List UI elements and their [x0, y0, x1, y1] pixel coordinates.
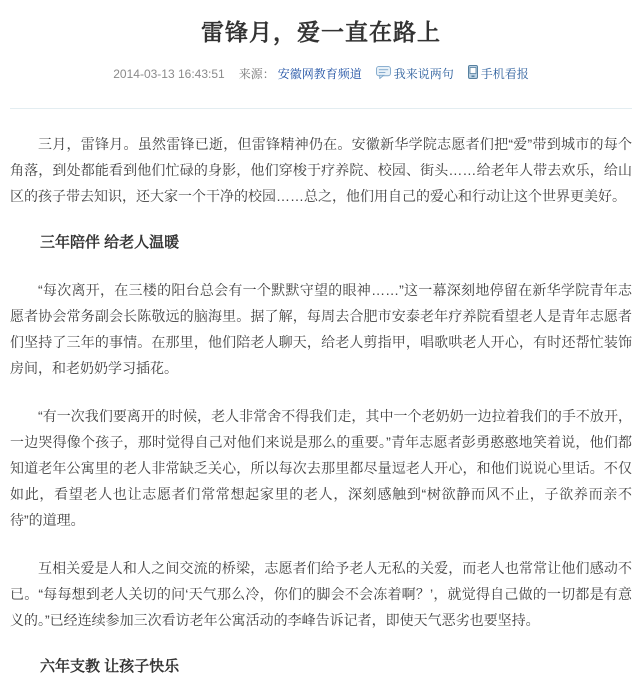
source-link[interactable]: 安徽网教育频道: [277, 67, 362, 81]
article-paragraph: 互相关爱是人和人之间交流的桥梁，志愿者们给予老人无私的关爱，而老人也常常让他们感动不已。“每每想到老人关切的问‘天气那么冷，你们的脚会不会冻着啊？’，就觉得自己做的一切都是有意义的。”已经连续参加三次看访老年公寓活动的李峰告诉记者，即使天气恶劣也要坚持。: [10, 560, 632, 628]
section-heading-elderly: 三年陪伴 给老人温暖: [40, 234, 180, 251]
source-label: 来源：: [238, 67, 275, 81]
comment-link[interactable]: 我来说两句: [393, 67, 454, 81]
article-paragraph: 三月，雷锋月。虽然雷锋已逝，但雷锋精神仍在。安徽新华学院志愿者们把“爱”带到城市的每个角落，到处都能看到他们忙碌的身影，他们穿梭于疗养院、校园、街头……给老年人带去欢乐，给山区的孩子带去知识，还大家一个干净的校园……总之，他们用自己的爱心和行动让这个世界更美好。: [10, 136, 632, 204]
mobile-news-link[interactable]: 手机看报: [480, 67, 529, 81]
source-group: [239, 65, 362, 82]
comment-bubble-icon: [376, 66, 391, 82]
page-title: 雷锋月，爱一直在路上: [201, 19, 441, 45]
section-heading-teaching: 六年支教 让孩子快乐: [40, 658, 180, 675]
article-body: [0, 131, 642, 677]
publish-timestamp: 2014-03-13 16:43:51: [113, 66, 225, 81]
header-divider: [10, 108, 632, 109]
comment-group[interactable]: [376, 65, 454, 82]
mobile-phone-icon: [468, 65, 478, 82]
mobile-group[interactable]: [468, 65, 529, 82]
article-paragraph: “有一次我们要离开的时候，老人非常舍不得我们走，其中一个老奶奶一边拉着我们的手不放开，一边哭得像个孩子，那时觉得自己对他们来说是那么的重要。”青年志愿者彭勇憨憨地笑着说，他们都知道老年公寓里的老人非常缺乏关心，所以每次去那里都尽量逗老人开心，和他们说说心里话。不仅如此，看望老人也让志愿者们常常想起家里的老人，深刻感触到“树欲静而风不止，子欲养而亲不待”的道理。: [10, 408, 632, 528]
article-meta-bar: [0, 65, 642, 82]
article-paragraph: “每次离开，在三楼的阳台总会有一个默默守望的眼神……”这一幕深刻地停留在新华学院青年志愿者协会常务副会长陈敬远的脑海里。据了解，每周去合肥市安泰老年疗养院看望老人是青年志愿者们坚持了三年的事情。在那里，他们陪老人聊天，给老人剪指甲，唱歌哄老人开心，有时还帮忙装饰房间，和老奶奶学习插花。: [10, 282, 632, 376]
